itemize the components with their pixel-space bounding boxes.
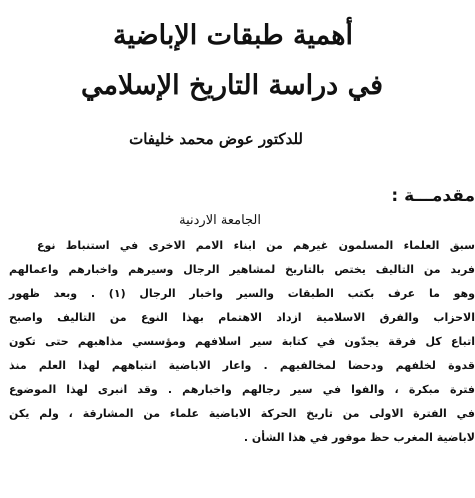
university-note: الجامعة الاردنية bbox=[179, 213, 261, 228]
body-text-line: في الفترة الاولى من تاريخ الحركة الاباضية علماء من المشارقة ، ولم يكن bbox=[9, 407, 475, 420]
body-text-line: فترة مبكرة ، والفوا في سير رجالهم واخبارهم . وقد انبرى لهذا الموضوع bbox=[9, 383, 475, 396]
section-heading-introduction: مقدمـــة : bbox=[391, 186, 475, 206]
body-text-line: وهو ما عرف بكتب الطبقات والسير واخبار الرجال (١) . وبعد ظهور bbox=[9, 287, 475, 300]
author-name: للدكتور عوض محمد خليفات bbox=[129, 130, 303, 148]
body-text-line: فريد من التاليف يختص بالتاريخ لمشاهير الرجال وسيرهم واخبارهم واعمالهم bbox=[9, 263, 475, 276]
body-text-line: اتباع كل فرقة يجدّون في كتابة سير اسلافهم ومؤسسي مذاهبهم حتى تكون bbox=[9, 335, 475, 348]
article-title-line-1: أهمية طبقات الإباضية bbox=[113, 20, 353, 51]
body-text-line: الاحزاب والفرق الاسلامية ازداد الاهتمام بهذا النوع من التاليف واصبح bbox=[9, 311, 475, 324]
body-text-line: لاباضية المغرب حظ موفور في هذا الشأن . bbox=[243, 431, 475, 444]
body-text-line: سبق العلماء المسلمون غيرهم من ابناء الامم الاخرى في استنباط نوع bbox=[37, 239, 475, 252]
article-title-line-2: في دراسة التاريخ الإسلامي bbox=[81, 70, 383, 101]
body-text-line: قدوة لخلفهم ودحضا لمخالفيهم . واعار الاباضية انتباههم لهذا العلم منذ bbox=[9, 359, 475, 372]
